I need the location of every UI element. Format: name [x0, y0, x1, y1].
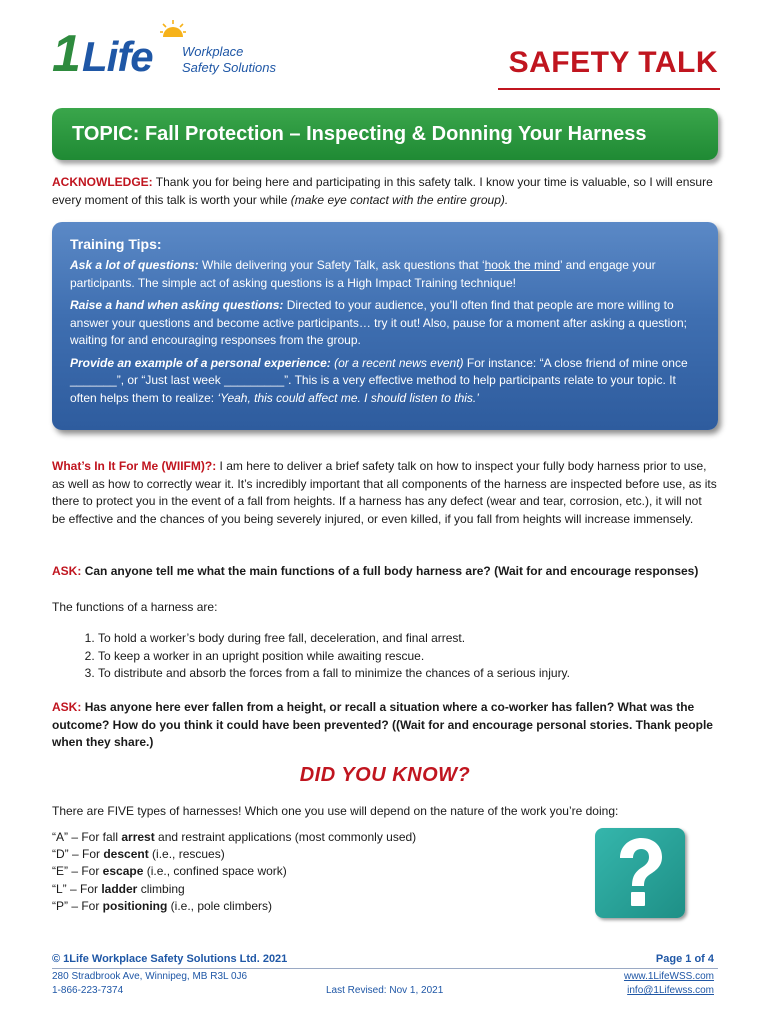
tip1-label: Ask a lot of questions: [70, 258, 199, 272]
footer-page-number: Page 1 of 4 [655, 953, 714, 965]
tip2-text: Directed to your audience, you’ll often find that people are more willing to answer your questions and become active participants… try it out! Also, pause for a moment after asking a question; waiting for and encouraging responses from the group. [70, 298, 687, 347]
logo-tagline [182, 44, 276, 76]
type-rest: (i.e., pole climbers) [167, 898, 273, 913]
training-tips-title: Training Tips: [70, 236, 162, 252]
question-mark-glyph [610, 836, 670, 910]
list-item: 1. To hold a worker’s body during free fall, deceleration, and final arrest. [98, 630, 718, 648]
company-logo [52, 20, 292, 84]
tip3-italic: ‘Yeah, this could affect me. I should listen to this.’ [217, 390, 479, 405]
topic-title: TOPIC: Fall Protection – Inspecting & Donning Your Harness [72, 122, 647, 145]
training-tips-box [52, 222, 718, 430]
question-mark-icon [595, 828, 685, 918]
logo-tagline-line2: Safety Solutions [182, 60, 276, 75]
tip-personal-experience [70, 355, 700, 408]
wiifm-text: I am here to deliver a brief safety talk on how to inspect your fully body harness prior to use, as well as how to correctly wear it. It’s incredibly important that all components of the harness are inspected before use, as its there to protect you in the event of a fall from heights. If a harness has any defect (wear and tear, corrosion, etc.), it will not be effective and the chances of you being severely injured, or even killed, if you fall from heights will increase immensely. [52, 459, 717, 526]
type-code: “L” – For [52, 881, 102, 896]
type-keyword: descent [103, 847, 149, 862]
ask2-label: ASK: [52, 700, 82, 714]
type-code: “D” – For [52, 847, 104, 862]
email-link[interactable]: info@1Lifewss.com [627, 985, 714, 996]
list-item [52, 846, 572, 863]
tip-ask-questions [70, 257, 700, 292]
footer-address: 280 Stradbrook Ave, Winnipeg, MB R3L 0J6 [52, 971, 248, 982]
list-item: 3. To distribute and absorb the forces from a fall to minimize the chances of a serious injury. [98, 665, 718, 683]
ask1-label: ASK: [52, 564, 82, 578]
tip-raise-hand [70, 297, 700, 350]
footer-revised: Last Revised: Nov 1, 2021 [326, 985, 444, 996]
list-item [52, 829, 572, 846]
type-code: “E” – For [52, 864, 103, 879]
footer-links [624, 970, 714, 998]
wiifm-label: What’s In It For Me (WIIFM)?: [52, 459, 217, 473]
ask-fall-experience-question [52, 699, 718, 752]
tip3-label: Provide an example of a personal experience: [70, 355, 331, 370]
type-rest: and restraint applications (most commonly used) [154, 830, 417, 844]
topic-banner [52, 108, 718, 160]
acknowledge-text: Thank you for being here and participating in this safety talk. I know your time is valuable, so I will ensure every moment of this talk is worth your while [52, 175, 713, 207]
list-item [52, 863, 572, 880]
logo-word: Life [82, 33, 153, 80]
wiifm-paragraph [52, 458, 718, 528]
type-code: “P” – For [52, 898, 103, 913]
footer-phone: 1-866-223-7374 [52, 985, 124, 996]
tip1-text-before: While delivering your Safety Talk, ask questions that ‘ [202, 258, 485, 272]
ask1-text: Can anyone tell me what the main functions of a full body harness are? (Wait for and encourage responses) [84, 564, 699, 578]
ask2-text: Has anyone here ever fallen from a height, or recall a situation where a co-worker has fallen? What was the outcome? How do you think it could have been prevented? ((Wait for and encourage personal stories. Thank people when they share.) [52, 700, 713, 749]
functions-intro: The functions of a harness are: [52, 600, 218, 614]
type-rest: (i.e., confined space work) [143, 864, 287, 879]
harness-types-list [52, 829, 572, 915]
header-divider [498, 88, 720, 90]
type-rest: (i.e., rescues) [148, 847, 225, 862]
logo-tagline-line1: Workplace [182, 44, 244, 59]
type-keyword: arrest [121, 830, 155, 844]
tip1-text-after: ’ and engage your participants. The simple act of asking questions is a High Impact Training technique! [70, 258, 656, 290]
list-item [52, 898, 572, 915]
ask-functions-question [52, 563, 718, 581]
type-keyword: ladder [101, 881, 138, 896]
tip3-text: For instance: “A close friend of mine once _______”, or “Just last week _________”. This is a very effective method to help participants relate to your topic. It often helps them to realize: [70, 355, 688, 405]
footer-copyright: © 1Life Workplace Safety Solutions Ltd. 2021 [52, 953, 288, 965]
acknowledge-italic: (make eye contact with the entire group). [290, 192, 509, 207]
hook-the-mind-link[interactable]: hook the mind [484, 258, 561, 272]
type-keyword: escape [102, 864, 144, 879]
footer-contact [52, 970, 247, 998]
did-you-know-heading: DID YOU KNOW? [299, 764, 471, 786]
logo-number: 1 [52, 25, 79, 83]
type-keyword: positioning [102, 898, 168, 913]
footer-divider [52, 968, 718, 969]
acknowledge-label: ACKNOWLEDGE: [52, 175, 153, 189]
type-rest: climbing [137, 881, 185, 896]
document-title: SAFETY TALK [508, 46, 718, 79]
list-item [52, 881, 572, 898]
tip3-label-paren: (or a recent news event) [334, 355, 464, 370]
type-code: “A” – For fall [52, 830, 122, 844]
harness-types-intro: There are FIVE types of harnesses! Which one you use will depend on the nature of the work you’re doing: [52, 804, 619, 818]
website-link[interactable]: www.1LifeWSS.com [623, 971, 714, 982]
sun-icon [160, 20, 186, 38]
functions-list [52, 630, 718, 683]
tip2-label: Raise a hand when asking questions: [70, 298, 284, 312]
acknowledge-paragraph [52, 174, 718, 209]
list-item: 2. To keep a worker in an upright position while awaiting rescue. [98, 648, 718, 666]
